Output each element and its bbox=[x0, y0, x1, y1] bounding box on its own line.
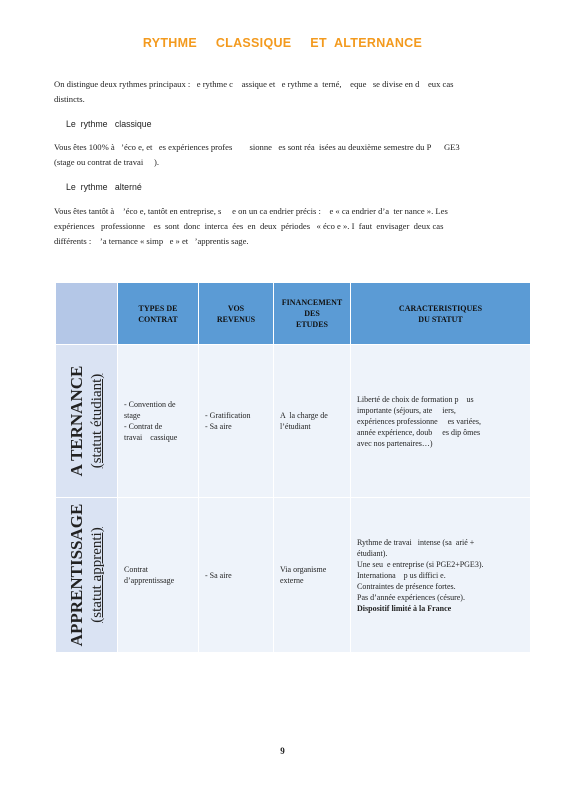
dispositif-note: Dispositif limité à la France bbox=[357, 603, 452, 613]
cell-types-alternance: - Convention de stage - Contrat de travai cassique bbox=[118, 345, 199, 498]
alterne-line-2: expériences professionne es sont donc interca ées en deux périodes « éco e ». I faut envisager deux cas bbox=[54, 221, 444, 231]
cell-revenus-apprentissage: - Sa aire bbox=[199, 498, 274, 653]
alterne-heading: Le rythme alterné bbox=[66, 182, 142, 192]
row-title-apprentissage: APPRENTISSAGE bbox=[66, 503, 86, 647]
cell-caracteristiques-apprentissage: Rythme de travai intense (sa arié + étudiant). Une seu e entreprise (si PGE2+PGE3). Internationa p us diffici e. Contraintes de présence fortes. Pas d’année expériences (césure). Dispositif limité à la France bbox=[351, 498, 531, 653]
row-head-alternance bbox=[56, 345, 118, 498]
table-row bbox=[56, 345, 531, 498]
cell-financement-apprentissage: Via organisme externe bbox=[274, 498, 351, 653]
intro-line-1: On distingue deux rythmes principaux : e rythme c assique et e rythme a terné, eque se divise en d eux cas bbox=[54, 79, 454, 89]
table-header-row bbox=[56, 283, 531, 345]
table-row bbox=[56, 498, 531, 653]
header-financement: FINANCEMENT DES ETUDES bbox=[274, 283, 351, 345]
row-subtitle-alternance: (statut étudiant) bbox=[88, 373, 105, 469]
alterne-line-3: différents : ’a ternance « simp e » et ’apprentis sage. bbox=[54, 236, 249, 246]
classique-heading: Le rythme classique bbox=[66, 119, 152, 129]
cell-types-apprentissage: Contrat d’apprentissage bbox=[118, 498, 199, 653]
row-subtitle-apprentissage: (statut apprenti) bbox=[88, 527, 105, 623]
statut-table bbox=[55, 282, 531, 653]
cell-revenus-alternance: - Gratification - Sa aire bbox=[199, 345, 274, 498]
row-head-apprentissage bbox=[56, 498, 118, 653]
intro-line-2: distincts. bbox=[54, 94, 85, 104]
classique-line-1: Vous êtes 100% à ’éco e, et es expériences profes sionne es sont réa isées au deuxième semestre du P GE3 bbox=[54, 142, 460, 152]
header-caracteristiques: CARACTERISTIQUES DU STATUT bbox=[351, 283, 531, 345]
cell-caracteristiques-alternance: Liberté de choix de formation p us importante (séjours, ate iers, expériences professionne es variées, année expérience, doub es dip ômes avec nos partenaires…) bbox=[351, 345, 531, 498]
header-types-contrat: TYPES DE CONTRAT bbox=[118, 283, 199, 345]
cell-financement-alternance: A la charge de l’étudiant bbox=[274, 345, 351, 498]
alterne-line-1: Vous êtes tantôt à ’éco e, tantôt en entreprise, s e on un ca endrier précis : e « ca endrier d’a ter nance ». Les bbox=[54, 206, 448, 216]
header-vos-revenus: VOS REVENUS bbox=[199, 283, 274, 345]
page-title: RYTHME CLASSIQUE ET ALTERNANCE bbox=[142, 36, 423, 50]
classique-line-2: (stage ou contrat de travai ). bbox=[54, 157, 159, 167]
row-title-alternance: A TERNANCE bbox=[66, 365, 86, 477]
page-number: 9 bbox=[280, 746, 285, 756]
table-corner-cell bbox=[56, 283, 118, 345]
